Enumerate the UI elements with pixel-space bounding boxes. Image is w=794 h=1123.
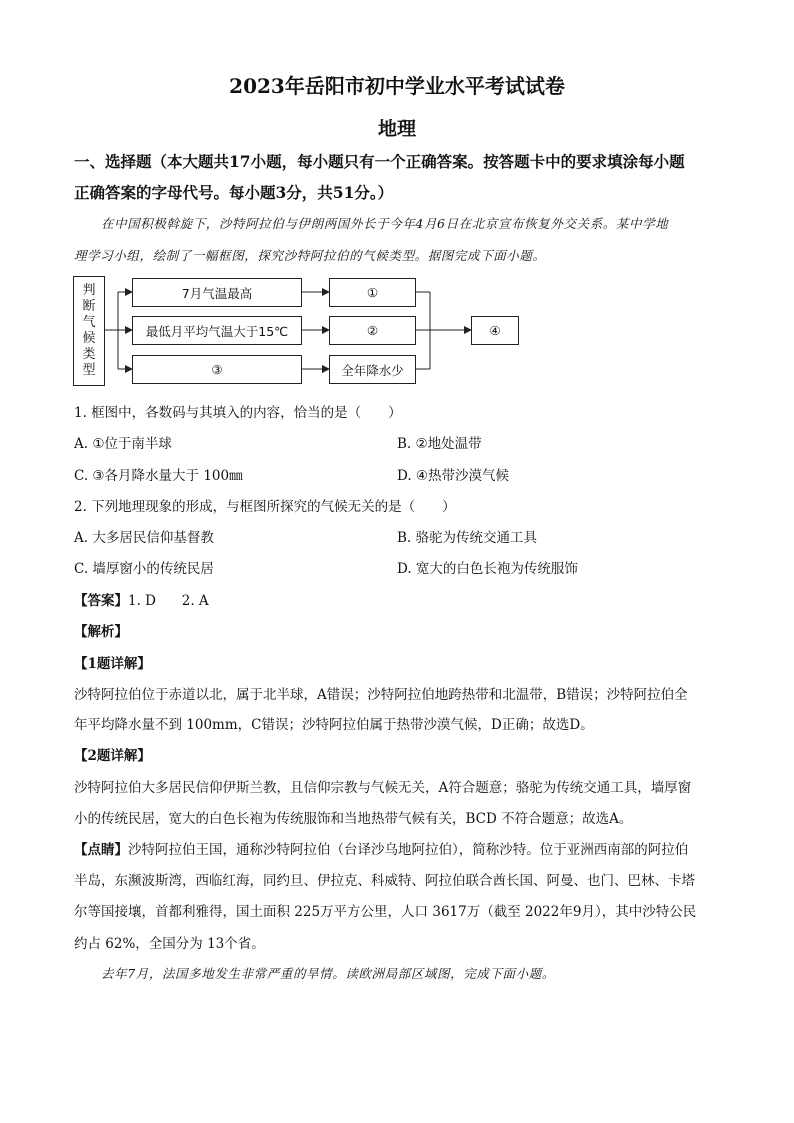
q2-option-c: C. 墙厚窗小的传统民居 [74, 561, 214, 577]
note-tag: 【点睛】 [74, 842, 128, 858]
q2-option-a: A. 大多居民信仰基督教 [74, 530, 214, 546]
intro-line1: 在中国积极斡旋下，沙特阿拉伯与伊朗两国外长于今年4月6日在北京宣布恢复外交关系。某中学地 [101, 216, 669, 231]
q2-detail-tag: 【2题详解】 [74, 748, 151, 764]
result-box-2: ② [329, 316, 416, 345]
criterion-box-2: 最低月平均气温大于15℃ [132, 316, 302, 345]
start-label-char: 判 [82, 283, 96, 298]
criterion-box-1: 7月气温最高 [132, 278, 302, 307]
q2-detail-line2: 小的传统民居，宽大的白色长袍为传统服饰和当地热带气候有关，BCD 不符合题意；故选A。 [74, 811, 633, 827]
q1-option-b: B. ②地处温带 [397, 436, 482, 452]
start-label-char: 候 [82, 331, 96, 346]
note-line3: 尔等国接壤，首都利雅得，国土面积 225万平方公里，人口 3617万（截至 2022年9月），其中沙特公民 [74, 904, 697, 920]
analysis-tag: 【解析】 [74, 624, 128, 640]
note-line4: 约占 62%，全国分为 13个省。 [74, 936, 265, 952]
exam-subject: 地理 [377, 118, 416, 140]
exam-title: 2023年岳阳市初中学业水平考试试卷 [229, 74, 565, 98]
answer-row [74, 589, 209, 609]
section-heading-line2: 正确答案的字母代号。每小题3分，共51分。） [74, 183, 394, 202]
answer-tag: 【答案】 [74, 593, 128, 609]
q1-detail-line1: 沙特阿拉伯位于赤道以北，属于北半球，A错误；沙特阿拉伯地跨热带和北温带，B错误；沙特阿拉伯全 [74, 687, 688, 703]
next-question-intro: 去年7月，法国多地发生非常严重的旱情。读欧洲局部区域图，完成下面小题。 [101, 966, 555, 981]
start-label-char: 断 [82, 299, 96, 314]
result-box-1: ① [329, 278, 416, 307]
climate-type-box: ④ [471, 316, 519, 345]
result-box-3: 全年降水少 [329, 355, 416, 384]
start-label-char: 类 [82, 347, 96, 362]
note-line2: 半岛，东濒波斯湾，西临红海，同约旦、伊拉克、科威特、阿拉伯联合酋长国、阿曼、也门、巴林、卡塔 [74, 873, 695, 889]
criterion-box-3: ③ [132, 355, 302, 384]
start-label-char: 型 [82, 363, 96, 378]
question-1-stem: 1. 框图中，各数码与其填入的内容，恰当的是（ ） [74, 405, 402, 421]
flowchart-start-box [73, 276, 105, 386]
q1-detail-line2: 年平均降水量不到 100mm，C错误；沙特阿拉伯属于热带沙漠气候，D正确；故选D。 [74, 717, 594, 733]
q1-detail-tag: 【1题详解】 [74, 656, 151, 672]
section-heading-line1: 一、选择题（本大题共17小题，每小题只有一个正确答案。按答题卡中的要求填涂每小题 [74, 152, 685, 171]
answer-text: 1. D 2. A [128, 593, 209, 609]
q1-option-d: D. ④热带沙漠气候 [397, 468, 510, 484]
q1-option-c: C. ③各月降水量大于 100㎜ [74, 468, 243, 484]
q2-option-d: D. 宽大的白色长袍为传统服饰 [397, 561, 578, 577]
note-line1-row [74, 838, 688, 858]
intro-line2: 理学习小组，绘制了一幅框图，探究沙特阿拉伯的气候类型。据图完成下面小题。 [74, 248, 546, 263]
q1-option-a: A. ①位于南半球 [74, 436, 172, 452]
q2-detail-line1: 沙特阿拉伯大多居民信仰伊斯兰教，且信仰宗教与气候无关，A符合题意；骆驼为传统交通工具，墙厚窗 [74, 780, 692, 796]
start-label-char: 气 [82, 315, 96, 330]
q2-option-b: B. 骆驼为传统交通工具 [397, 530, 538, 546]
note-line1: 沙特阿拉伯王国，通称沙特阿拉伯（台译沙乌地阿拉伯），简称沙特。位于亚洲西南部的阿拉伯 [128, 842, 689, 858]
question-2-stem: 2. 下列地理现象的形成，与框图所探究的气候无关的是（ ） [74, 499, 456, 515]
